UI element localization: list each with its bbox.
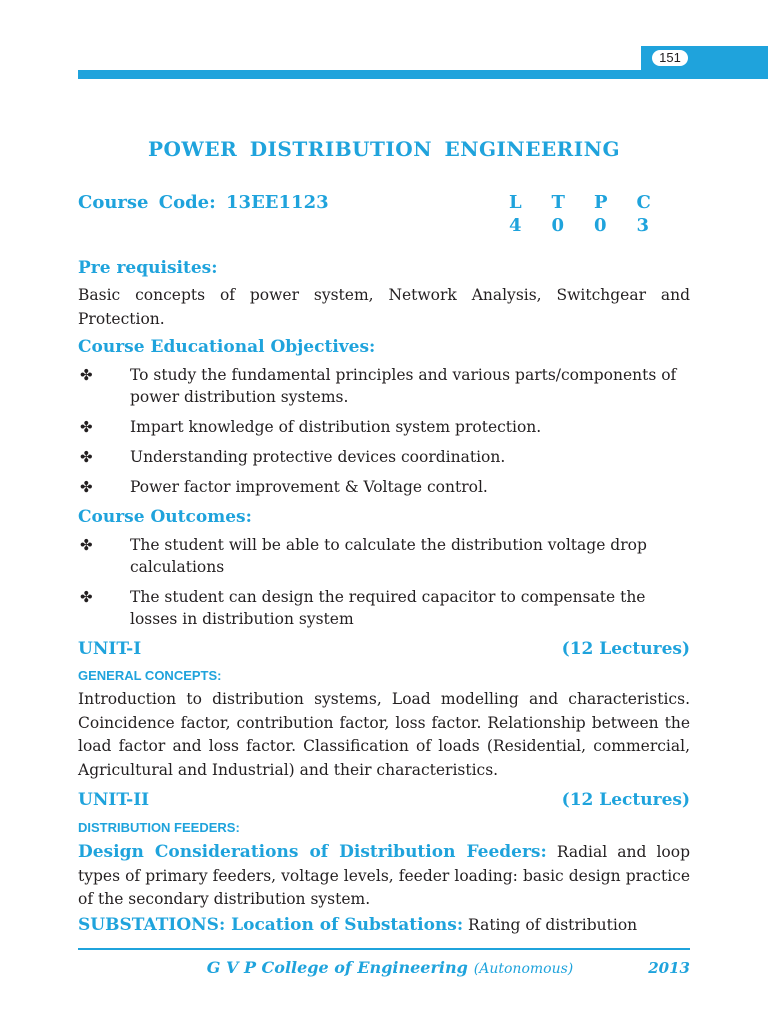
prerequisites-text: Basic concepts of power system, Network Analysis, Switchgear and Protection. xyxy=(78,286,690,328)
bullet-icon: ✤ xyxy=(80,536,93,554)
list-item xyxy=(78,364,690,408)
unit-2-title: UNIT-II xyxy=(78,790,150,810)
unit-2-text xyxy=(78,841,690,912)
footer xyxy=(78,958,690,977)
ltpc-value: 0 xyxy=(551,215,565,236)
unit-2-substations xyxy=(78,914,690,938)
bullet-icon: ✤ xyxy=(80,418,93,436)
footer-college: G V P College of Engineering xyxy=(206,958,468,977)
unit-1-title: UNIT-I xyxy=(78,639,142,659)
unit-2-header xyxy=(78,790,690,810)
unit-2-body: Radial and loop types of primary feeders, voltage levels, feeder loading: basic design practice of the secondary distribution system. xyxy=(78,843,690,908)
footer-rule xyxy=(78,948,690,950)
bullet-icon: ✤ xyxy=(80,588,93,606)
objectives-list xyxy=(78,364,690,506)
ltpc-table xyxy=(503,192,673,236)
ltpc-label: T xyxy=(551,192,565,213)
unit-1-subheading: GENERAL CONCEPTS: xyxy=(78,668,222,683)
course-code: Course Code: 13EE1123 xyxy=(78,192,329,213)
unit-2-lectures: (12 Lectures) xyxy=(561,790,690,810)
outcomes-heading: Course Outcomes: xyxy=(78,507,252,527)
ltpc-value: 0 xyxy=(594,215,607,236)
outcomes-list xyxy=(78,534,690,638)
list-item xyxy=(78,416,690,438)
footer-autonomous: (Autonomous) xyxy=(473,961,574,977)
list-item-text: Impart knowledge of distribution system protection. xyxy=(130,418,542,436)
bullet-icon: ✤ xyxy=(80,478,93,496)
page-number: 151 xyxy=(652,50,688,66)
unit-2-subheading: DISTRIBUTION FEEDERS: xyxy=(78,820,240,835)
unit-1-header xyxy=(78,639,690,659)
unit-1-lectures: (12 Lectures) xyxy=(561,639,690,659)
list-item xyxy=(78,446,690,468)
list-item-text: The student will be able to calculate the distribution voltage drop calculations xyxy=(130,536,647,576)
list-item xyxy=(78,586,690,630)
bullet-icon: ✤ xyxy=(80,366,93,384)
list-item-text: Understanding protective devices coordination. xyxy=(130,448,506,466)
list-item xyxy=(78,476,690,498)
ltpc-label: L xyxy=(509,192,522,213)
list-item-text: The student can design the required capacitor to compensate the losses in distribution system xyxy=(130,588,646,628)
list-item-text: Power factor improvement & Voltage control. xyxy=(130,478,488,496)
substations-lead: SUBSTATIONS: Location of Substations: xyxy=(78,915,464,935)
unit-2-lead: Design Considerations of Distribution Feeders: xyxy=(78,842,547,862)
objectives-heading: Course Educational Objectives: xyxy=(78,337,376,357)
bullet-icon: ✤ xyxy=(80,448,93,466)
ltpc-label: C xyxy=(636,192,651,213)
ltpc-value: 4 xyxy=(509,215,522,236)
list-item xyxy=(78,534,690,578)
substations-body: Rating of distribution xyxy=(463,916,638,934)
course-title: POWER DISTRIBUTION ENGINEERING xyxy=(147,137,621,161)
header-rule xyxy=(78,70,768,79)
prerequisites-heading: Pre requisites: xyxy=(78,258,218,278)
footer-year: 2013 xyxy=(648,959,690,977)
ltpc-value: 3 xyxy=(636,215,650,236)
unit-1-text: Introduction to distribution systems, Load modelling and characteristics. Coincidence factor, contribution factor, loss factor. Relationship between the load factor and loss factor. Classification of loads (Residential, commercial, Agricultural and Industrial) and their characteristics. xyxy=(78,690,690,779)
list-item-text: To study the fundamental principles and various parts/components of power distribution systems. xyxy=(130,366,677,406)
ltpc-label: P xyxy=(594,192,608,213)
